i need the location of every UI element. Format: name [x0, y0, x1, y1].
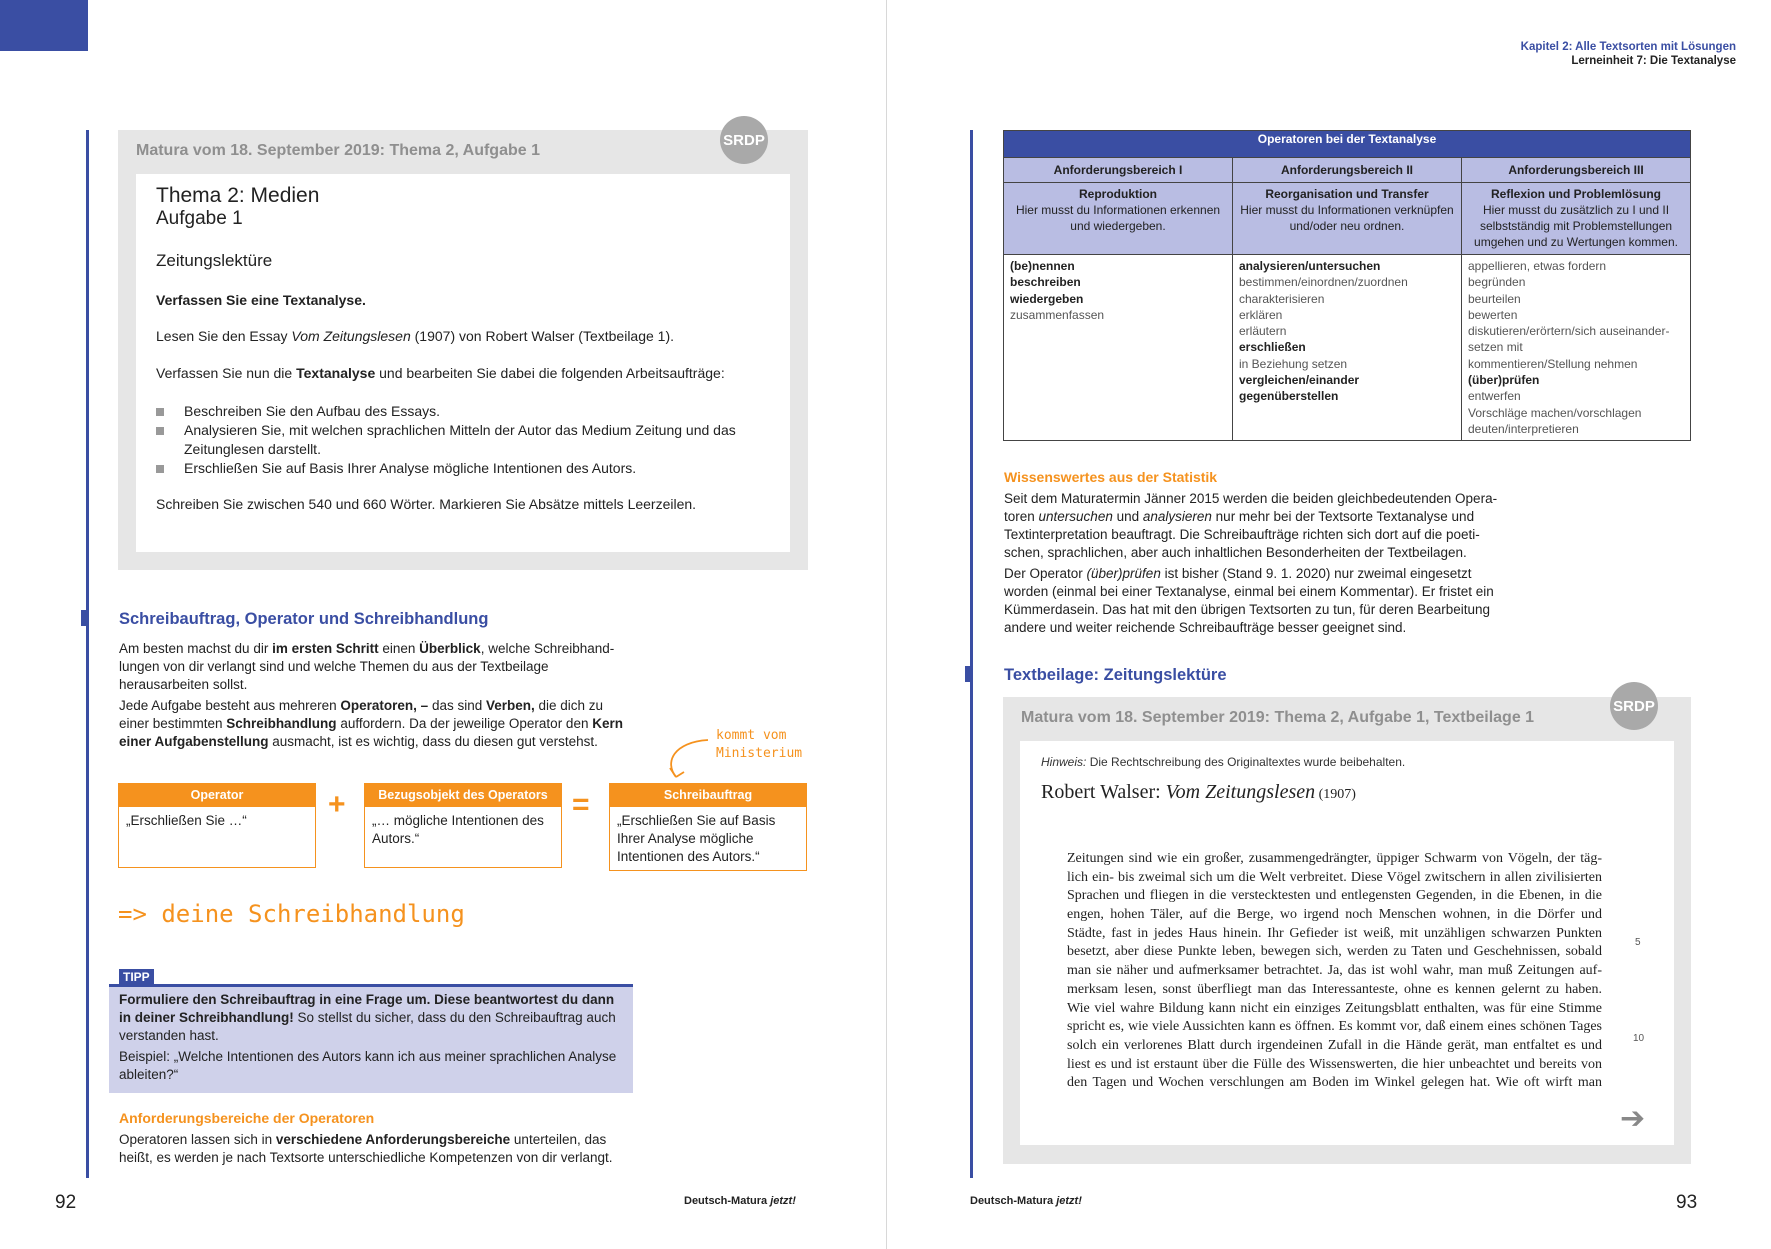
operator-item: (be)nennen: [1010, 259, 1075, 273]
corner-color-block: [0, 0, 88, 51]
essay-line: engen, hohen Täler, auf die Berge, wo irgend noch Menschen wohnen, in die Dörfer und: [1067, 907, 1602, 923]
left-margin-bar: [86, 130, 89, 1178]
operator-item: wiedergeben: [1010, 291, 1084, 306]
beilage-hint: Hinweis: Die Rechtschreibung des Originaltextes wurde beibehalten.: [1041, 755, 1406, 769]
operator-item: setzen mit: [1468, 340, 1523, 355]
operator-item: erschließen: [1239, 340, 1306, 355]
left-margin-tick: [81, 610, 87, 626]
srdp-beilage-box: [1003, 697, 1691, 1164]
table-description-cell: Reproduktion Hier musst du Informationen erkennen und wiedergeben.: [1004, 183, 1233, 255]
srdp-badge: SRDP: [1610, 682, 1658, 730]
operator-item: beurteilen: [1468, 291, 1521, 306]
task-subtitle: Zeitungslektüre: [156, 251, 273, 270]
line-number-5: 5: [1635, 937, 1641, 948]
tipp-text: Formuliere den Schreibauftrag in eine Frage um. Diese beantwortest du dann in deiner Schreibhandlung! So stellst du sicher, dass du den Schreibauftrag auch verstanden hast.: [119, 992, 616, 1043]
essay-line: man sie näher und aufmerksamer betrachtet. Ja, das ist wohl wahr, man muß Zeitungen auf-: [1067, 963, 1602, 979]
statistik-heading: Wissenswertes aus der Statistik: [1004, 469, 1218, 485]
intro-text: [119, 640, 629, 754]
operator-item: begründen: [1468, 275, 1526, 290]
essay-line: Wie viel wahre Bildung kann nicht ein einziges Zeitungsblatt enthalten, was für eine Stimme: [1067, 1000, 1602, 1016]
operator-item: zusammenfassen: [1010, 307, 1105, 322]
operator-item: Vorschläge machen/vorschlagen: [1468, 405, 1642, 420]
brand-left: Deutsch-Matura jetzt!: [684, 1195, 796, 1207]
statistik-text: [1004, 490, 1514, 640]
table-column-header: Anforderungsbereich II: [1233, 158, 1462, 183]
right-margin-bar: [970, 130, 973, 1178]
srdp-task-box: [118, 130, 808, 570]
operator-item: kommentieren/Stellung nehmen: [1468, 356, 1638, 371]
statistik-paragraph-2: Der Operator (über)prüfen ist bisher (Stand 9. 1. 2020) nur zweimal eingesetzt worden (einmal bei einer Textanalyse, einmal bei einem Kommentar). Er fristet ein Kümmerdasein. Das hat mit den übrigen Textsorten zu tun, für deren Bearbeitung andere und weiter reichende Schreibaufträge besser geeignet sind.: [1004, 566, 1494, 635]
task-aufgabe: Aufgabe 1: [156, 208, 243, 229]
table-description-cell: Reflexion und Problemlösung Hier musst du zusätzlich zu I und II selbstständig mit Problemstellungen umgehen und zu Wertungen kommen.: [1462, 183, 1691, 255]
formula-box-bezugsobjekt: [364, 783, 562, 868]
equals-sign: =: [572, 788, 590, 821]
formula-box-head: Operator: [119, 784, 315, 807]
table-column-header: Anforderungsbereich I: [1004, 158, 1233, 183]
operator-item: erläutern: [1239, 324, 1287, 339]
handwritten-note: kommt vom Ministerium: [716, 728, 803, 761]
page-gutter: [886, 0, 887, 1249]
essay-title: Robert Walser: Vom Zeitungslesen (1907): [1041, 781, 1356, 803]
operator-item: charakterisieren: [1239, 291, 1325, 306]
operator-item: gegenüberstellen: [1239, 389, 1339, 404]
formula-box-body: „… mögliche Intentionen des Autors.“: [372, 813, 544, 846]
task-bullet: Beschreiben Sie den Aufbau des Essays.: [156, 402, 766, 421]
task-thema: Thema 2: Medien: [156, 184, 320, 207]
srdp-beilage-title: Matura vom 18. September 2019: Thema 2, Aufgabe 1, Textbeilage 1: [1021, 709, 1535, 726]
operator-list: [1004, 255, 1233, 441]
running-head-chapter: Kapitel 2: Alle Textsorten mit Lösungen: [1520, 41, 1736, 53]
task-sheet: [136, 174, 790, 552]
operator-item: diskutieren/erörtern/sich auseinander-: [1468, 324, 1670, 339]
essay-text: [1067, 850, 1602, 1093]
page-number-right: 93: [1676, 1192, 1698, 1213]
srdp-badge: SRDP: [720, 116, 768, 164]
essay-line: merksam lesen, sonst überfliegt man das Interessanteste, ohne es kennen gelernt zu haben.: [1067, 981, 1602, 997]
operator-item: vergleichen/einander: [1239, 373, 1360, 388]
beilage-sheet: [1020, 741, 1674, 1145]
line-number-10: 10: [1633, 1033, 1645, 1044]
operator-table-caption: Operatoren bei der Textanalyse: [1004, 131, 1691, 158]
handwritten-result: => deine Schreibhandlung: [118, 900, 465, 928]
task-bullet: Analysieren Sie, mit welchen sprachlichen Mitteln der Autor das Medium Zeitung und das Zeitunglesen darstellt.: [156, 421, 766, 459]
right-margin-tick: [965, 666, 971, 682]
essay-line: Sprachen und fliegen in die verstecktesten und entlegensten Gegenden, in die Ebenen, in die: [1067, 888, 1602, 904]
task-read-line: Lesen Sie den Essay Vom Zeitungslesen (1907) von Robert Walser (Textbeilage 1).: [156, 328, 675, 344]
srdp-task-title: Matura vom 18. September 2019: Thema 2, Aufgabe 1: [136, 142, 540, 159]
anforderung-heading: Anforderungsbereiche der Operatoren: [119, 1110, 375, 1126]
formula-box-head: Bezugsobjekt des Operators: [365, 784, 561, 807]
essay-line: solch ein verlorenes Blatt durch irgendeinen Zufall in die Hände gerät, man entfaltet es und: [1067, 1037, 1602, 1053]
essay-line: besetzt, aber diese Punkte leben, bewegen sich, werden zu Taten und Geschehnissen, sobald: [1067, 944, 1602, 960]
curved-arrow-icon: [660, 732, 720, 782]
essay-line: lich ein- bis zweimal sich um die Welt verbreitet. Diese Vögel zwitschern in allen zivilisierten: [1067, 869, 1602, 885]
anforderung-text: Operatoren lassen sich in verschiedene Anforderungsbereiche unterteilen, das heißt, es werden je nach Textsorte unterschiedliche Kompetenzen von dir verlangt.: [119, 1132, 613, 1165]
operator-list: [1462, 255, 1691, 441]
section-heading-schreibauftrag: Schreibauftrag, Operator und Schreibhandlung: [119, 610, 489, 628]
operator-item: erklären: [1239, 307, 1283, 322]
intro-paragraph-2: Jede Aufgabe besteht aus mehreren Operatoren, – das sind Verben, die dich zu einer bestimmten Schreibhandlung auffordern. Da der jeweilige Operator den Kern einer Aufgabenstellung ausmacht, ist es wichtig, dass du diesen gut verstehst.: [119, 698, 623, 749]
task-write-line: Verfassen Sie nun die Textanalyse und bearbeiten Sie dabei die folgenden Arbeitsaufträge:: [156, 365, 725, 381]
essay-line: Zeitungen sind wie ein großer, zusammengedrängter, üppiger Schwarm von Vögeln, der täg-: [1067, 851, 1602, 866]
tipp-box: [109, 984, 633, 1093]
essay-line: den Tagen und Wochen verschlungen am Boden im Winkel gelegen hat. Wie oft wirft man: [1067, 1075, 1602, 1091]
page-number-left: 92: [55, 1192, 77, 1213]
statistik-paragraph-1: Seit dem Maturatermin Jänner 2015 werden die beiden gleichbedeutenden Opera-toren untersuchen und analysieren nur mehr bei der Textsorte Textanalyse und Textinterpretation beauftragt. Die Schreibaufträge richten sich dort auf die poeti-schen, sprachlichen, aber auch inhaltlichen Besonderheiten der Textbeilagen.: [1004, 491, 1498, 560]
intro-paragraph-1: Am besten machst du dir im ersten Schritt einen Überblick, welche Schreibhand-lungen von dir verlangt sind und welche Themen du aus der Textbeilage herausarbeiten sollst.: [119, 641, 615, 692]
formula-box-schreibauftrag: [609, 783, 807, 871]
operator-table: [1003, 130, 1691, 441]
formula-box-body: „Erschließen Sie …“: [126, 813, 247, 828]
tipp-label: TIPP: [119, 969, 154, 985]
task-bullets: [156, 402, 766, 478]
operator-item: in Beziehung setzen: [1239, 356, 1348, 371]
next-page-arrow-icon: ➔: [1620, 1102, 1646, 1135]
textbeilage-heading: Textbeilage: Zeitungslektüre: [1004, 666, 1227, 684]
operator-item: bewerten: [1468, 307, 1518, 322]
operator-item: appellieren, etwas fordern: [1468, 259, 1607, 273]
operator-item: deuten/interpretieren: [1468, 421, 1579, 436]
brand-right: Deutsch-Matura jetzt!: [970, 1195, 1082, 1207]
formula-box-head: Schreibauftrag: [610, 784, 806, 807]
table-column-header: Anforderungsbereich III: [1462, 158, 1691, 183]
task-instruction: Verfassen Sie eine Textanalyse.: [156, 292, 366, 308]
essay-line: liest es und ist erstaunt über die Fülle des Wissenswerten, die hier unbeachtet und bereits von: [1067, 1056, 1602, 1072]
table-description-cell: Reorganisation und Transfer Hier musst du Informationen verknüpfen und/oder neu ordnen.: [1233, 183, 1462, 255]
plus-sign: +: [328, 788, 346, 821]
operator-item: bestimmen/einordnen/zuordnen: [1239, 275, 1408, 290]
formula-box-body: „Erschließen Sie auf Basis Ihrer Analyse mögliche Intentionen des Autors.“: [617, 813, 776, 864]
essay-line: Städte, fast in jedes Haus hinein. Ihr Gefieder ist weiß, mit unzähligen schwarzen Punkten: [1067, 925, 1602, 941]
essay-line: spricht es, wie viele Aussichten kann es öffnen. Es kommt vor, daß einem eines schönen Tages: [1067, 1019, 1602, 1035]
formula-box-operator: [118, 783, 316, 868]
task-closing: Schreiben Sie zwischen 540 und 660 Wörter. Markieren Sie Absätze mittels Leerzeilen.: [156, 496, 697, 512]
operator-item: beschreiben: [1010, 275, 1081, 290]
operator-item: (über)prüfen: [1468, 373, 1540, 388]
tipp-example: Beispiel: „Welche Intentionen des Autors kann ich aus meiner sprachlichen Analyse ableiten?“: [119, 1049, 617, 1082]
operator-item: analysieren/untersuchen: [1239, 259, 1381, 273]
task-bullet: Erschließen Sie auf Basis Ihrer Analyse mögliche Intentionen des Autors.: [156, 459, 766, 478]
running-head: [1521, 40, 1736, 68]
operator-item: entwerfen: [1468, 389, 1521, 404]
operator-list: [1233, 255, 1462, 441]
running-head-unit: Lerneinheit 7: Die Textanalyse: [1571, 55, 1736, 67]
